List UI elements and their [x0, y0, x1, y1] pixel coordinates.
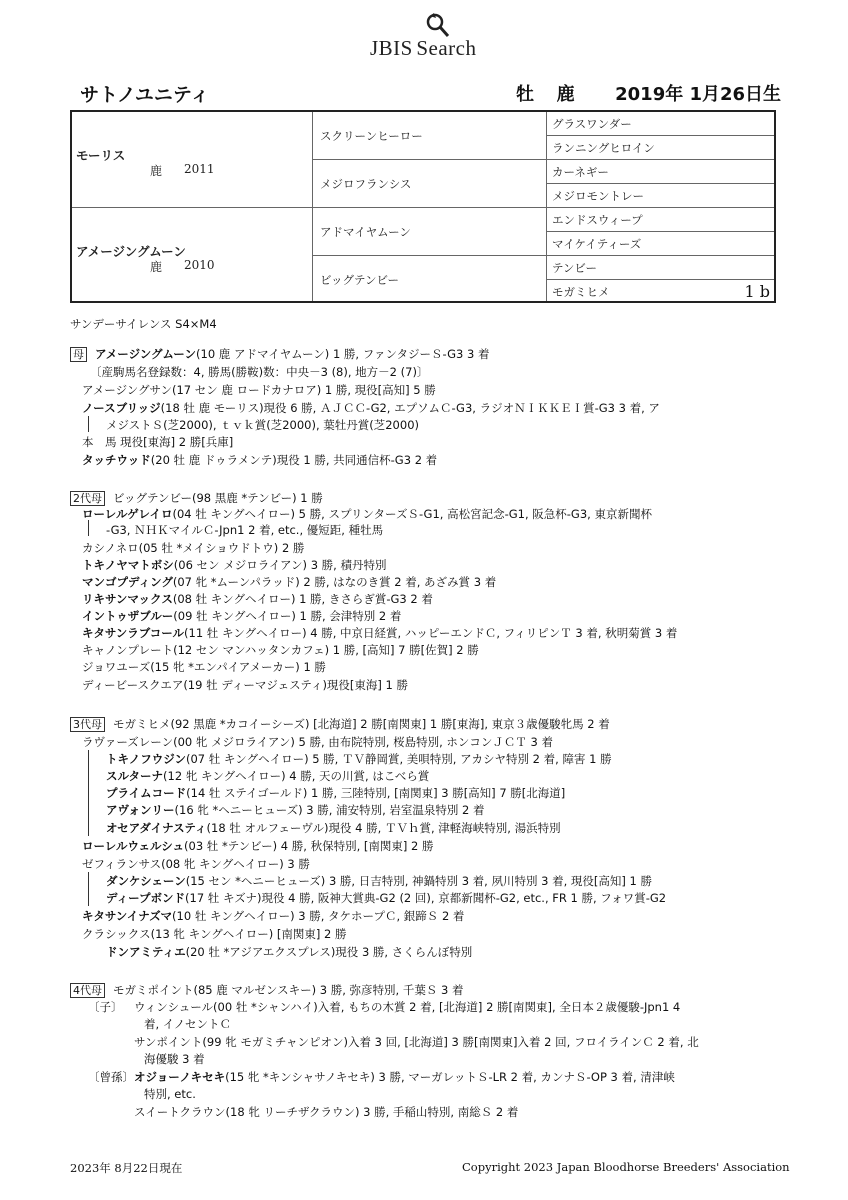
pedigree-g2-cell: スクリーンヒーロー [320, 129, 423, 143]
family-line: アメージングサン(17 セン 鹿 ロードカナロア) 1 勝, 現役[高知] 5 勝 [82, 383, 436, 397]
section-tag-2nd-dam: 2代母 [70, 491, 105, 506]
pedigree-g3-cell: ランニングヒロイン [552, 141, 655, 155]
family-horse-bold: ノースブリッジ [82, 401, 161, 415]
family-line: サンポイント(99 牝 モガミチャンピオン)入着 3 回, [北海道] 3 勝[南関東]入着 2 回, フロイラインＣ 2 着, 北 [134, 1035, 699, 1049]
family-horse-bold: イントゥザブルー [82, 609, 174, 623]
family-horse-bold: リキサンマックス [82, 592, 173, 606]
section-tag-3rd-dam: 3代母 [70, 717, 105, 732]
family-horse-detail: (10 牡 キングヘイロー) 3 勝, タケホープＣ, 銀蹄Ｓ 2 着 [172, 909, 465, 923]
horse-meta [516, 80, 781, 106]
family-horse-bold: ドンアミティエ [106, 945, 186, 959]
family-line: カシノネロ(05 牡 *メイショウドトウ) 2 勝 [82, 541, 305, 555]
dam-color: 鹿 [150, 260, 163, 274]
family-horse-bold: キタサンイナズマ [82, 909, 173, 923]
family-line: クラシックス(13 牝 キングヘイロー) [南関東] 2 勝 [82, 927, 347, 941]
dam-name: アメージングムーン [76, 244, 186, 259]
family-horse-bold: トキノフウジン [106, 752, 186, 766]
pedigree-g2-cell: メジロフランシス [320, 177, 412, 191]
family-horse-bold: オセアダイナスティ [106, 821, 207, 835]
footer-copyright: Copyright 2023 Japan Bloodhorse Breeders' Association [462, 1160, 790, 1174]
family-line: キャノンプレート(12 セン マンハッタンカフェ) 1 勝, [高知] 7 勝[佐賀] 2 勝 [82, 643, 479, 657]
family-horse-detail: (16 牝 *ヘニーヒューズ) 3 勝, 浦安特別, 岩室温泉特別 2 着 [174, 803, 485, 817]
relation-prefix-great-grandchild: 〔曾孫〕 [88, 1070, 134, 1084]
family-horse-detail: (15 セン *ヘニーヒューズ) 3 勝, 日吉特別, 神鍋特別 3 着, 夙川特別 3 着, 現役[高知] 1 勝 [185, 874, 653, 888]
family-horse-bold: マンゴプディング [82, 575, 173, 589]
family-horse-detail: (04 牡 キングヘイロー) 5 勝, スプリンターズＳ-G1, 高松宮記念-G1, 阪急杯-G3, 東京新聞杯 [172, 507, 652, 521]
family-horse-bold: ローレルウェルシュ [82, 839, 185, 853]
family-horse-bold: ダンケシェーン [106, 874, 186, 888]
family-horse-detail: (09 牡 キングヘイロー) 1 勝, 会津特別 2 着 [173, 609, 402, 623]
family-horse-bold: アヴォンリー [106, 803, 175, 817]
family-horse-detail: (06 セン メジロライアン) 3 勝, 積丹特別 [173, 558, 387, 572]
family-horse-detail: (12 牝 キングヘイロー) 4 勝, 天の川賞, はこべら賞 [163, 769, 430, 783]
family-horse-bold: ローレルゲレイロ [82, 507, 173, 521]
family-line: ディービースクエア(19 牡 ディーマジェスティ)現役[東海] 1 勝 [82, 678, 409, 692]
inbreeding-note: サンデーサイレンス S4×M4 [70, 317, 217, 331]
family-horse-detail: (20 牡 *アジアエクスプレス)現役 3 勝, さくらんぼ特別 [185, 945, 473, 959]
sire-name: モーリス [76, 148, 126, 163]
family-horse-bold: アメージングムーン [95, 347, 197, 361]
pedigree-g3-cell: マイケイティーズ [552, 237, 642, 251]
jbis-logo [360, 12, 520, 60]
family-line: スイートクラウン(18 牝 リーチザクラウン) 3 勝, 手稲山特別, 南総Ｓ 2 着 [134, 1105, 519, 1119]
family-line: -G3, ＮＨＫマイルＣ-Jpn1 2 着, etc., 優短距, 種牡馬 [106, 523, 384, 537]
family-horse-bold: ディープボンド [106, 891, 186, 905]
family-line: 着, イノセントＣ [144, 1017, 232, 1031]
family-line: モガミヒメ(92 黒鹿 *カコイーシーズ) [北海道] 2 勝[南関東] 1 勝[東海], 東京３歳優駿牝馬 2 着 [113, 717, 610, 731]
pedigree-g3-cell: テンビー [552, 261, 597, 275]
family-horse-bold: キタサンラブコール [82, 626, 185, 640]
family-horse-detail: (15 牝 *キンシャサノキセキ) 3 勝, マーガレットＳ-LR 2 着, カンナＳ-OP 3 着, 清津峡 [225, 1070, 675, 1084]
family-horse-detail: (08 牡 キングヘイロー) 1 勝, きさらぎ賞-G3 2 着 [172, 592, 433, 606]
logo-text-search: Search [416, 36, 477, 60]
family-horse-detail: (20 牡 鹿 ドゥラメンテ)現役 1 勝, 共同通信杯-G3 2 着 [150, 453, 438, 467]
family-horse-detail: (10 鹿 アドマイヤムーン) 1 勝, ファンタジーＳ-G3 3 着 [196, 347, 490, 361]
family-horse-detail: (18 牡 オルフェーヴル)現役 4 勝, ＴＶｈ賞, 津軽海峡特別, 湯浜特別 [206, 821, 561, 835]
pedigree-table [70, 110, 776, 303]
horse-rider-icon [418, 12, 452, 38]
footer-date: 2023年 8月22日現在 [70, 1161, 183, 1175]
family-horse-detail: (18 牡 鹿 モーリス)現役 6 勝, ＡＪＣＣ-G2, エプソムＣ-G3, ラジオＮＩＫＫＥＩ賞-G3 3 着, ア [160, 401, 660, 415]
sire-color: 鹿 [150, 164, 163, 178]
family-line: ビッグテンビー(98 黒鹿 *テンビー) 1 勝 [113, 491, 323, 505]
section-tag-dam: 母 [70, 347, 87, 362]
relation-prefix-child: 〔子〕 [88, 1000, 123, 1014]
family-horse-detail: (17 牡 キズナ)現役 4 勝, 阪神大賞典-G2 (2 回), 京都新聞杯-G2, etc., FR 1 勝, フォワ賞-G2 [185, 891, 667, 905]
horse-birth: 2019年 1月26日生 [615, 84, 782, 105]
family-horse-detail: (07 牝 *ムーンパラッド) 2 勝, はなのき賞 2 着, あざみ賞 3 着 [172, 575, 497, 589]
pedigree-g3-cell: モガミヒメ [552, 285, 610, 299]
section-tag-4th-dam: 4代母 [70, 983, 105, 998]
family-line: ラヴァーズレーン(00 牝 メジロライアン) 5 勝, 由布院特別, 桜島特別, ホンコンＪＣＴ 3 着 [82, 735, 554, 749]
family-number: 1 b [744, 282, 770, 301]
family-horse-detail: (14 牡 ステイゴールド) 1 勝, 三陸特別, [南関東] 3 勝[高知] 7 勝[北海道] [186, 786, 566, 800]
horse-sex: 牡 [516, 84, 534, 105]
family-line: 海優駿 3 着 [144, 1052, 205, 1066]
family-horse-detail: (11 牡 キングヘイロー) 4 勝, 中京日経賞, ハッピーエンドＣ, フィリピンＴ 3 着, 秋明菊賞 3 着 [184, 626, 678, 640]
pedigree-g3-cell: グラスワンダー [552, 117, 632, 131]
family-horse-bold: スルターナ [106, 769, 164, 783]
family-line: 特別, etc. [144, 1087, 196, 1101]
family-horse-bold: オジョーノキセキ [134, 1070, 226, 1084]
pedigree-g2-cell: アドマイヤムーン [320, 225, 411, 239]
family-line: ゼフィランサス(08 牝 キングヘイロー) 3 勝 [82, 857, 310, 871]
family-horse-detail: (03 牡 *テンビー) 4 勝, 秋保特別, [南関東] 2 勝 [184, 839, 434, 853]
family-horse-bold: タッチウッド [82, 453, 151, 467]
family-line: 〔産駒馬名登録数：4, 勝馬(勝鞍)数：中央－3 (8), 地方－2 (7)〕 [90, 365, 429, 379]
sire-year: 2011 [184, 162, 215, 176]
pedigree-g3-cell: メジロモントレー [552, 189, 644, 203]
pedigree-g3-cell: カーネギー [552, 165, 609, 179]
logo-text-jbis: JBIS [370, 36, 413, 60]
horse-color: 鹿 [556, 84, 575, 105]
horse-name: サトノユニティ [80, 84, 210, 106]
pedigree-g2-cell: ビッグテンビー [320, 273, 400, 287]
family-horse-bold: プライムコード [106, 786, 187, 800]
family-horse-bold: トキノヤマトボシ [82, 558, 174, 572]
family-line: メジストＳ(芝2000), ｔｖｋ賞(芝2000), 葉牡丹賞(芝2000) [106, 418, 419, 432]
family-line: ウィンシュール(00 牡 *シャンハイ)入着, もちの木賞 2 着, [北海道] 2 勝[南関東], 全日本２歳優駿-Jpn1 4 [134, 1000, 681, 1014]
family-line: ジョワユーズ(15 牝 *エンパイアメーカー) 1 勝 [82, 660, 326, 674]
family-horse-detail: (07 牡 キングヘイロー) 5 勝, ＴＶ静岡賞, 美唄特別, アカシヤ特別 2 着, 障害 1 勝 [185, 752, 612, 766]
dam-year: 2010 [184, 258, 215, 272]
family-line: モガミポイント(85 鹿 マルゼンスキー) 3 勝, 弥彦特別, 千葉Ｓ 3 着 [113, 983, 464, 997]
pedigree-g3-cell: エンドスウィープ [552, 213, 643, 227]
family-line: 本 馬 現役[東海] 2 勝[兵庫] [82, 435, 234, 449]
